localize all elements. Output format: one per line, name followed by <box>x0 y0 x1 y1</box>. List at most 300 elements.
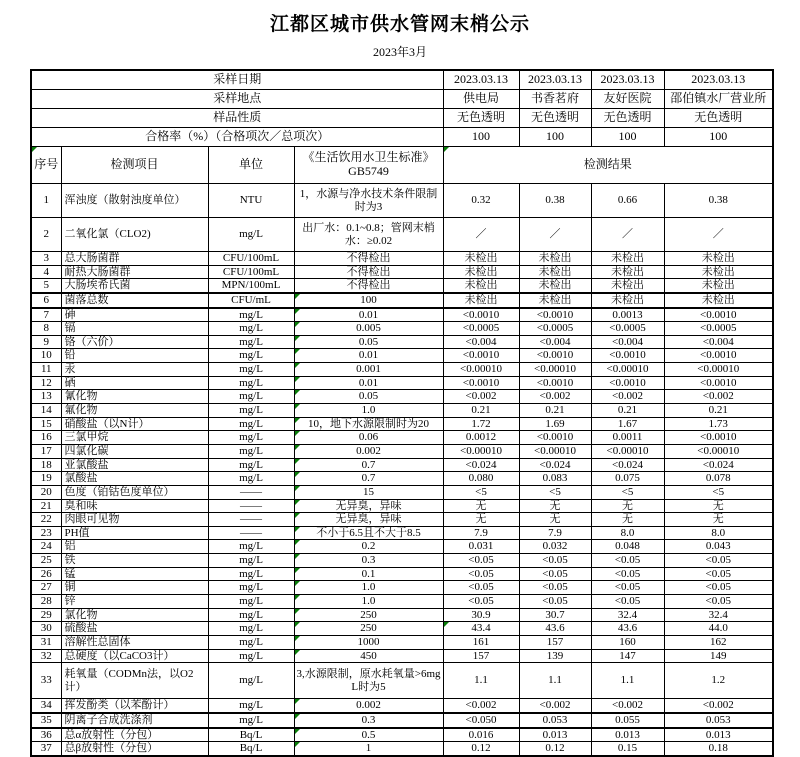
result-value: 无 <box>443 513 519 527</box>
info-value: 书香茗府 <box>519 90 591 109</box>
comment-marker-icon <box>295 418 300 423</box>
item-name: 硫酸盐 <box>61 622 208 636</box>
table-row <box>31 431 773 445</box>
table-row <box>31 265 773 279</box>
info-label: 采样日期 <box>31 70 443 90</box>
result-value: <0.05 <box>664 554 773 568</box>
standard-value: 0.7 <box>294 472 443 486</box>
standard-value: 不得检出 <box>294 279 443 293</box>
result-value: <0.0010 <box>591 349 664 363</box>
unit: mg/L <box>208 376 294 390</box>
comment-marker-icon <box>295 404 300 409</box>
unit: CFU/100mL <box>208 265 294 279</box>
result-value: 0.075 <box>591 472 664 486</box>
result-value: 30.9 <box>443 608 519 622</box>
result-value: 0.38 <box>664 184 773 218</box>
table-row <box>31 622 773 636</box>
comment-marker-icon <box>295 581 300 586</box>
row-number: 13 <box>31 390 61 404</box>
unit: mg/L <box>208 663 294 699</box>
result-value: 未检出 <box>443 252 519 266</box>
row-number: 23 <box>31 526 61 540</box>
result-value: <0.0010 <box>664 431 773 445</box>
result-value: 未检出 <box>664 265 773 279</box>
info-value: 100 <box>443 128 519 147</box>
standard-value: 10，地下水源限制时为20 <box>294 417 443 431</box>
row-number: 33 <box>31 663 61 699</box>
result-value: 未检出 <box>664 293 773 308</box>
result-value: ／ <box>519 218 591 252</box>
result-value: 149 <box>664 649 773 663</box>
item-name: 硒 <box>61 376 208 390</box>
result-value: 0.016 <box>443 728 519 742</box>
row-number: 25 <box>31 554 61 568</box>
standard-value: 0.002 <box>294 444 443 458</box>
table-row <box>31 322 773 336</box>
unit: NTU <box>208 184 294 218</box>
comment-marker-icon <box>295 568 300 573</box>
row-number: 29 <box>31 608 61 622</box>
result-value: <0.004 <box>443 335 519 349</box>
result-value: 0.0011 <box>591 431 664 445</box>
row-number: 21 <box>31 499 61 513</box>
table-row <box>31 279 773 293</box>
unit: mg/L <box>208 567 294 581</box>
row-number: 12 <box>31 376 61 390</box>
result-value: 43.6 <box>519 622 591 636</box>
standard-value: 0.7 <box>294 458 443 472</box>
row-number: 15 <box>31 417 61 431</box>
table-row <box>31 335 773 349</box>
standard-value: 3,水源限制，原水耗氧量>6mgL时为5 <box>294 663 443 699</box>
standard-value: 不得检出 <box>294 265 443 279</box>
result-value: <0.05 <box>519 567 591 581</box>
column-header-result <box>443 147 773 184</box>
table-row <box>31 376 773 390</box>
row-number: 26 <box>31 567 61 581</box>
unit: mg/L <box>208 431 294 445</box>
result-value: 0.38 <box>519 184 591 218</box>
standard-value: 无异臭，异味 <box>294 513 443 527</box>
standard-value: 不得检出 <box>294 252 443 266</box>
item-name: 菌落总数 <box>61 293 208 308</box>
item-name: 总硬度（以CaCO3计） <box>61 649 208 663</box>
result-value: <0.024 <box>664 458 773 472</box>
row-number: 3 <box>31 252 61 266</box>
column-header-standard <box>294 147 443 184</box>
comment-marker-icon <box>295 336 300 341</box>
result-value: 0.013 <box>591 728 664 742</box>
comment-marker-icon <box>295 527 300 532</box>
result-value: <5 <box>664 485 773 499</box>
standard-value: 1.0 <box>294 595 443 609</box>
result-value: 无 <box>519 513 591 527</box>
result-value: <0.00010 <box>519 444 591 458</box>
result-value: <5 <box>443 485 519 499</box>
result-value: 1.1 <box>591 663 664 699</box>
result-value: <0.024 <box>591 458 664 472</box>
item-name: 总β放射性（分包） <box>61 742 208 756</box>
info-value: 2023.03.13 <box>664 70 773 90</box>
comment-marker-icon <box>295 650 300 655</box>
item-name: 臭和味 <box>61 499 208 513</box>
table-row <box>31 649 773 663</box>
row-number: 27 <box>31 581 61 595</box>
info-value: 无色透明 <box>664 109 773 128</box>
info-row-pass-rate <box>31 128 773 147</box>
table-row <box>31 184 773 218</box>
page-subtitle: 2023年3月 <box>372 45 427 59</box>
row-number: 9 <box>31 335 61 349</box>
result-value: <0.05 <box>664 595 773 609</box>
comment-marker-icon <box>295 309 300 314</box>
table-row <box>31 540 773 554</box>
result-value: 7.9 <box>519 526 591 540</box>
comment-marker-icon <box>295 609 300 614</box>
result-value: 0.0013 <box>591 308 664 322</box>
standard-value: 1.0 <box>294 404 443 418</box>
comment-marker-icon <box>295 513 300 518</box>
table-row <box>31 581 773 595</box>
standard-value: 0.05 <box>294 335 443 349</box>
unit: CFU/100mL <box>208 252 294 266</box>
unit: mg/L <box>208 581 294 595</box>
row-number: 35 <box>31 713 61 728</box>
row-number: 1 <box>31 184 61 218</box>
result-value: 0.18 <box>664 742 773 756</box>
result-value: 1.72 <box>443 417 519 431</box>
comment-marker-icon <box>295 390 300 395</box>
result-value: 0.66 <box>591 184 664 218</box>
table-row <box>31 293 773 308</box>
item-name: 二氧化氯（CLO2) <box>61 218 208 252</box>
unit: mg/L <box>208 218 294 252</box>
unit: —— <box>208 485 294 499</box>
info-row-sample-location <box>31 90 773 109</box>
comment-marker-icon <box>295 486 300 491</box>
result-value: 0.055 <box>591 713 664 728</box>
comment-marker-icon <box>295 500 300 505</box>
standard-value: 0.01 <box>294 308 443 322</box>
comment-marker-icon <box>444 147 449 152</box>
result-value: <5 <box>519 485 591 499</box>
item-name: 阴离子合成洗涤剂 <box>61 713 208 728</box>
unit: mg/L <box>208 322 294 336</box>
table-row <box>31 499 773 513</box>
table-row <box>31 444 773 458</box>
result-value: <0.004 <box>591 335 664 349</box>
result-value: 0.013 <box>664 728 773 742</box>
result-value: <0.0010 <box>443 376 519 390</box>
unit: mg/L <box>208 335 294 349</box>
table-row <box>31 417 773 431</box>
comment-marker-icon <box>295 699 300 704</box>
item-name: 氰化物 <box>61 390 208 404</box>
row-number: 11 <box>31 363 61 377</box>
result-value: <0.05 <box>519 554 591 568</box>
table-row <box>31 526 773 540</box>
item-name: 四氯化碳 <box>61 444 208 458</box>
comment-marker-icon <box>295 445 300 450</box>
standard-value: 1.0 <box>294 581 443 595</box>
item-name: 色度（铂钴色度单位） <box>61 485 208 499</box>
standard-value: 0.06 <box>294 431 443 445</box>
result-value: <0.00010 <box>664 444 773 458</box>
result-value: 无 <box>664 499 773 513</box>
result-value: 未检出 <box>519 279 591 293</box>
info-value: 供电局 <box>443 90 519 109</box>
item-name: 砷 <box>61 308 208 322</box>
row-number: 7 <box>31 308 61 322</box>
table-row <box>31 699 773 713</box>
result-value: 1.69 <box>519 417 591 431</box>
result-value: <0.0010 <box>443 308 519 322</box>
item-name: 铬（六价） <box>61 335 208 349</box>
standard-value: 450 <box>294 649 443 663</box>
item-name: 铅 <box>61 349 208 363</box>
result-value: <0.0010 <box>664 376 773 390</box>
result-value: <0.05 <box>519 595 591 609</box>
row-number: 6 <box>31 293 61 308</box>
unit: mg/L <box>208 540 294 554</box>
result-value: <0.004 <box>519 335 591 349</box>
table-row <box>31 349 773 363</box>
column-header-no-label: 序号 <box>34 157 59 172</box>
unit: —— <box>208 526 294 540</box>
info-label: 合格率（%）（合格项次／总项次） <box>31 128 443 147</box>
standard-value: 250 <box>294 622 443 636</box>
result-value: 8.0 <box>664 526 773 540</box>
result-value: 43.4 <box>443 622 519 636</box>
result-value: 0.21 <box>591 404 664 418</box>
result-value: <0.00010 <box>519 363 591 377</box>
standard-value: 0.5 <box>294 728 443 742</box>
info-value: 无色透明 <box>443 109 519 128</box>
result-value: <0.0010 <box>519 431 591 445</box>
result-value: 未检出 <box>443 279 519 293</box>
result-value: 1.1 <box>443 663 519 699</box>
result-value: <0.0010 <box>519 349 591 363</box>
item-name: 溶解性总固体 <box>61 635 208 649</box>
unit: mg/L <box>208 699 294 713</box>
unit: mg/L <box>208 308 294 322</box>
item-name: 亚氯酸盐 <box>61 458 208 472</box>
result-value: 未检出 <box>664 279 773 293</box>
info-value: 2023.03.13 <box>443 70 519 90</box>
standard-value: 1000 <box>294 635 443 649</box>
result-value: 0.12 <box>519 742 591 756</box>
unit: mg/L <box>208 635 294 649</box>
standard-value: 出厂水：0.1~0.8；管网末梢水：≥0.02 <box>294 218 443 252</box>
result-value: 32.4 <box>591 608 664 622</box>
comment-marker-icon <box>295 636 300 641</box>
result-value: 43.6 <box>591 622 664 636</box>
item-name: 氯酸盐 <box>61 472 208 486</box>
standard-value: 无异臭，异味 <box>294 499 443 513</box>
standard-value: 0.005 <box>294 322 443 336</box>
result-value: 8.0 <box>591 526 664 540</box>
comment-marker-icon <box>295 349 300 354</box>
info-label: 采样地点 <box>31 90 443 109</box>
result-value: 无 <box>664 513 773 527</box>
result-value: 0.078 <box>664 472 773 486</box>
column-header-row <box>31 147 773 184</box>
item-name: 锌 <box>61 595 208 609</box>
item-name: 镉 <box>61 322 208 336</box>
row-number: 32 <box>31 649 61 663</box>
result-value: <5 <box>591 485 664 499</box>
info-value: 2023.03.13 <box>591 70 664 90</box>
result-value: <0.0005 <box>664 322 773 336</box>
result-value: 7.9 <box>443 526 519 540</box>
item-name: 汞 <box>61 363 208 377</box>
standard-value: 15 <box>294 485 443 499</box>
result-value: <0.00010 <box>591 444 664 458</box>
row-number: 22 <box>31 513 61 527</box>
result-value: 0.0012 <box>443 431 519 445</box>
item-name: 氯化物 <box>61 608 208 622</box>
result-value: ／ <box>443 218 519 252</box>
result-value: 1.2 <box>664 663 773 699</box>
result-value: 32.4 <box>664 608 773 622</box>
comment-marker-icon <box>295 459 300 464</box>
unit: CFU/mL <box>208 293 294 308</box>
result-value: <0.0010 <box>591 376 664 390</box>
result-value: 157 <box>443 649 519 663</box>
result-value: 0.32 <box>443 184 519 218</box>
comment-marker-icon <box>295 363 300 368</box>
comment-marker-icon <box>295 322 300 327</box>
result-value: 0.043 <box>664 540 773 554</box>
result-value: <0.05 <box>443 554 519 568</box>
table-row <box>31 485 773 499</box>
table-row <box>31 513 773 527</box>
standard-value: 不小于6.5且不大于8.5 <box>294 526 443 540</box>
result-value: <0.0005 <box>519 322 591 336</box>
unit: Bq/L <box>208 742 294 756</box>
info-value: 友好医院 <box>591 90 664 109</box>
comment-marker-icon <box>295 742 300 747</box>
unit: mg/L <box>208 417 294 431</box>
table-row <box>31 635 773 649</box>
row-number: 5 <box>31 279 61 293</box>
result-value: 44.0 <box>664 622 773 636</box>
row-number: 18 <box>31 458 61 472</box>
unit: mg/L <box>208 444 294 458</box>
result-value: 0.12 <box>443 742 519 756</box>
result-value: 162 <box>664 635 773 649</box>
result-value: <0.05 <box>591 554 664 568</box>
result-value: 147 <box>591 649 664 663</box>
unit: mg/L <box>208 458 294 472</box>
column-header-no <box>31 147 61 184</box>
standard-value: 1 <box>294 742 443 756</box>
page-title: 江都区城市供水管网末梢公示 <box>269 14 530 35</box>
unit: mg/L <box>208 622 294 636</box>
table-row <box>31 390 773 404</box>
table-row <box>31 567 773 581</box>
report-table-body <box>31 184 773 756</box>
standard-value: 0.001 <box>294 363 443 377</box>
comment-marker-icon <box>295 377 300 382</box>
info-value: 100 <box>591 128 664 147</box>
unit: mg/L <box>208 713 294 728</box>
info-value: 100 <box>519 128 591 147</box>
row-number: 2 <box>31 218 61 252</box>
comment-marker-icon <box>32 147 37 152</box>
row-number: 4 <box>31 265 61 279</box>
standard-value: 0.01 <box>294 376 443 390</box>
unit: Bq/L <box>208 728 294 742</box>
result-value: <0.0005 <box>591 322 664 336</box>
result-value: 未检出 <box>443 293 519 308</box>
item-name: 浑浊度（散射浊度单位） <box>61 184 208 218</box>
row-number: 16 <box>31 431 61 445</box>
comment-marker-icon <box>295 472 300 477</box>
unit: mg/L <box>208 608 294 622</box>
result-value: <0.00010 <box>443 363 519 377</box>
info-row-sample-date <box>31 70 773 90</box>
result-value: 无 <box>591 499 664 513</box>
unit: mg/L <box>208 363 294 377</box>
item-name: 耐热大肠菌群 <box>61 265 208 279</box>
comment-marker-icon <box>295 554 300 559</box>
row-number: 36 <box>31 728 61 742</box>
table-row <box>31 404 773 418</box>
result-value: 未检出 <box>591 279 664 293</box>
column-header-item: 检测项目 <box>61 147 208 184</box>
result-value: 未检出 <box>519 252 591 266</box>
result-value: 未检出 <box>519 265 591 279</box>
result-value: <0.0010 <box>664 308 773 322</box>
result-value: 无 <box>519 499 591 513</box>
item-name: 锰 <box>61 567 208 581</box>
result-value: <0.00010 <box>443 444 519 458</box>
comment-marker-icon <box>295 540 300 545</box>
result-value: <0.05 <box>591 567 664 581</box>
row-number: 28 <box>31 595 61 609</box>
row-number: 14 <box>31 404 61 418</box>
comment-marker-icon <box>295 294 300 299</box>
standard-value: 0.05 <box>294 390 443 404</box>
result-value: <0.004 <box>664 335 773 349</box>
result-value: 未检出 <box>664 252 773 266</box>
result-value: 161 <box>443 635 519 649</box>
column-header-unit: 单位 <box>208 147 294 184</box>
result-value: 157 <box>519 635 591 649</box>
result-value: <0.0010 <box>519 376 591 390</box>
result-value: <0.05 <box>664 581 773 595</box>
result-value: 30.7 <box>519 608 591 622</box>
unit: mg/L <box>208 349 294 363</box>
result-value: <0.024 <box>443 458 519 472</box>
result-value: <0.05 <box>591 581 664 595</box>
report-table-head-section <box>31 70 773 184</box>
result-value: 0.013 <box>519 728 591 742</box>
standard-value: 0.3 <box>294 554 443 568</box>
table-row <box>31 728 773 742</box>
result-value: 1.73 <box>664 417 773 431</box>
table-row <box>31 595 773 609</box>
result-value: <0.002 <box>443 699 519 713</box>
table-row <box>31 742 773 756</box>
item-name: PH值 <box>61 526 208 540</box>
unit: —— <box>208 513 294 527</box>
standard-value: 0.1 <box>294 567 443 581</box>
unit: —— <box>208 499 294 513</box>
unit: mg/L <box>208 554 294 568</box>
result-value: 0.21 <box>443 404 519 418</box>
